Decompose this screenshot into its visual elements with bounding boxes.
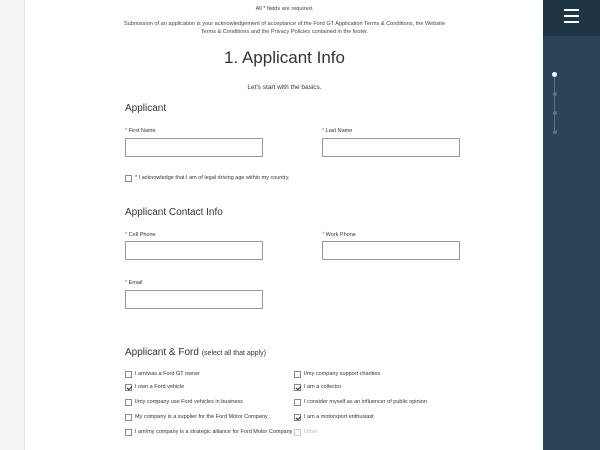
- work-phone-input[interactable]: [322, 241, 460, 260]
- required-marker: *: [322, 128, 325, 134]
- contact-heading: Applicant Contact Info: [125, 207, 223, 218]
- age-acknowledge-checkbox[interactable]: [125, 175, 132, 182]
- age-acknowledge-label: * I acknowledge that I am of legal driving age within my country.: [135, 175, 290, 181]
- hamburger-menu-icon-line: [564, 15, 579, 17]
- cell-phone-label-text: Cell Phone: [128, 232, 156, 238]
- applicant-ford-heading: [125, 347, 266, 358]
- applicant-ford-heading-note: (select all that apply): [201, 350, 266, 357]
- progress-dot-1[interactable]: [552, 72, 557, 77]
- progress-dot-4[interactable]: [553, 130, 557, 134]
- hamburger-menu-icon: [564, 9, 579, 11]
- terms-notice: [25, 20, 544, 36]
- menu-button[interactable]: [543, 0, 600, 36]
- cell-phone-label: [125, 232, 156, 238]
- required-marker: *: [125, 232, 128, 238]
- ford-option-label-right-5: Other: [304, 429, 318, 435]
- ford-option-checkbox-right-3[interactable]: [294, 399, 301, 406]
- application-form: [24, 0, 545, 450]
- cell-phone-input[interactable]: [125, 241, 263, 260]
- required-fields-notice: All * fields are required.: [255, 6, 314, 12]
- ford-option-checkbox-left-4[interactable]: [125, 414, 132, 421]
- email-input[interactable]: [125, 290, 263, 309]
- terms-notice-line2: Terms & Conditions and the Privacy Policies contained in the footer.: [200, 29, 369, 35]
- email-label: [125, 280, 142, 286]
- work-phone-label-text: Work Phone: [325, 232, 356, 238]
- last-name-input[interactable]: [322, 138, 460, 157]
- ford-option-label-right-2: I am a collector: [304, 384, 342, 390]
- first-name-label-text: First Name: [128, 128, 156, 134]
- ford-option-checkbox-right-5[interactable]: [294, 429, 301, 436]
- sidebar: [543, 0, 600, 450]
- hamburger-menu-icon-line: [564, 21, 579, 23]
- ford-option-checkbox-left-1[interactable]: [125, 371, 132, 378]
- last-name-label-text: Last Name: [325, 128, 353, 134]
- ford-option-label-left-4: My company is a supplier for the Ford Motor Company: [135, 414, 268, 420]
- ford-option-checkbox-left-5[interactable]: [125, 429, 132, 436]
- ford-option-label-right-4: I am a motorsport enthusiast: [304, 414, 374, 420]
- ford-option-checkbox-right-2[interactable]: [294, 384, 301, 391]
- first-name-input[interactable]: [125, 138, 263, 157]
- first-name-label: [125, 128, 156, 134]
- progress-track: [554, 74, 555, 130]
- progress-dot-3[interactable]: [553, 111, 557, 115]
- section-subtitle: Let's start with the basics.: [247, 84, 322, 91]
- ford-option-label-left-5: I am/my company is a strategic alliance for Ford Motor Company: [135, 429, 293, 435]
- ford-option-checkbox-left-3[interactable]: [125, 399, 132, 406]
- section-title: 1. Applicant Info: [224, 48, 345, 67]
- ford-option-label-right-1: I/my company support charities: [304, 371, 381, 377]
- required-marker: *: [322, 232, 325, 238]
- ford-option-label-left-2: I own a Ford vehicle: [135, 384, 185, 390]
- ford-option-label-left-1: I am/was a Ford GT owner: [135, 371, 201, 377]
- work-phone-label: [322, 232, 356, 238]
- applicant-heading: Applicant: [125, 103, 167, 114]
- ford-option-checkbox-right-1[interactable]: [294, 371, 301, 378]
- email-label-text: Email: [128, 280, 143, 286]
- ford-option-checkbox-right-4[interactable]: [294, 414, 301, 421]
- applicant-ford-heading-text: Applicant & Ford: [125, 347, 199, 358]
- required-marker: *: [125, 280, 128, 286]
- ford-option-checkbox-left-2[interactable]: [125, 384, 132, 391]
- terms-notice-line1: Submission of an application is your acknowledgement of acceptance of the Ford GT Application Terms & Conditions, the Website: [123, 21, 446, 27]
- ford-option-label-left-3: I/my company use Ford vehicles in business: [135, 399, 243, 405]
- progress-dot-2[interactable]: [553, 92, 557, 96]
- last-name-label: [322, 128, 352, 134]
- ford-option-label-right-3: I consider myself as an influencer of public opinion: [304, 399, 427, 405]
- required-marker: *: [125, 128, 128, 134]
